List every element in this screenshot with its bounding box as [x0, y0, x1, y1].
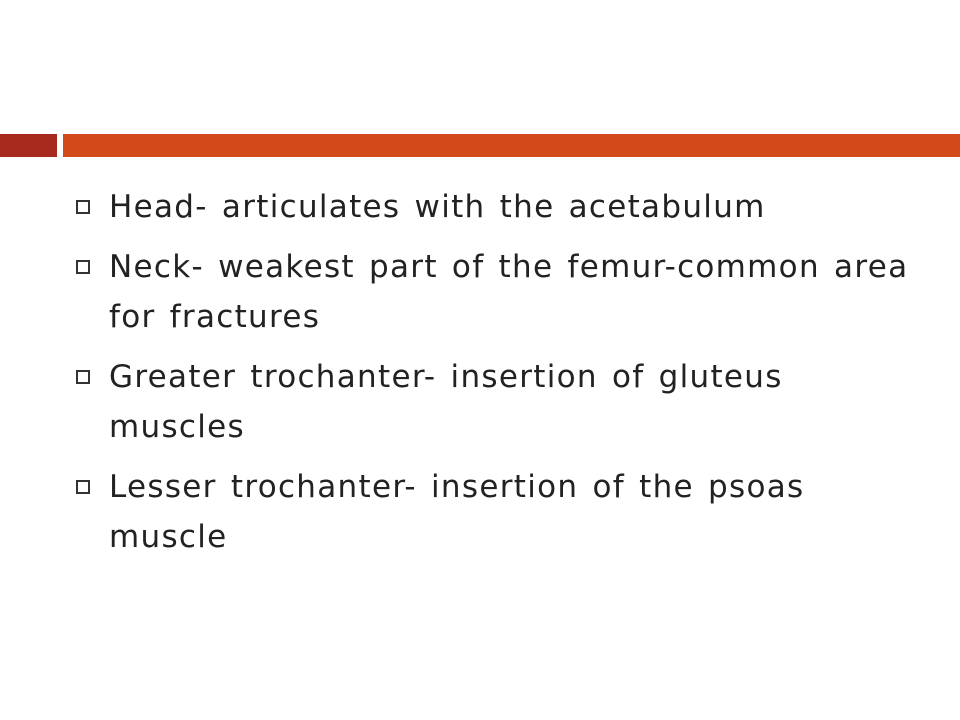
bullet-item [76, 182, 916, 232]
accent-bar-left [0, 134, 57, 157]
bullet-text: Neck- weakest part of the femur-common area for fractures [109, 249, 909, 335]
square-bullet-icon [76, 260, 90, 274]
bullet-text: Lesser trochanter- insertion of the psoas muscle [109, 469, 805, 555]
accent-bar-right [63, 134, 960, 157]
square-bullet-icon [76, 480, 90, 494]
square-bullet-icon [76, 370, 90, 384]
square-bullet-icon [76, 200, 90, 214]
bullet-list [76, 182, 916, 572]
bullet-text: Head- articulates with the acetabulum [109, 189, 766, 225]
bullet-item [76, 462, 916, 562]
bullet-text: Greater trochanter- insertion of gluteus muscles [109, 359, 783, 445]
bullet-item [76, 352, 916, 452]
bullet-item [76, 242, 916, 342]
